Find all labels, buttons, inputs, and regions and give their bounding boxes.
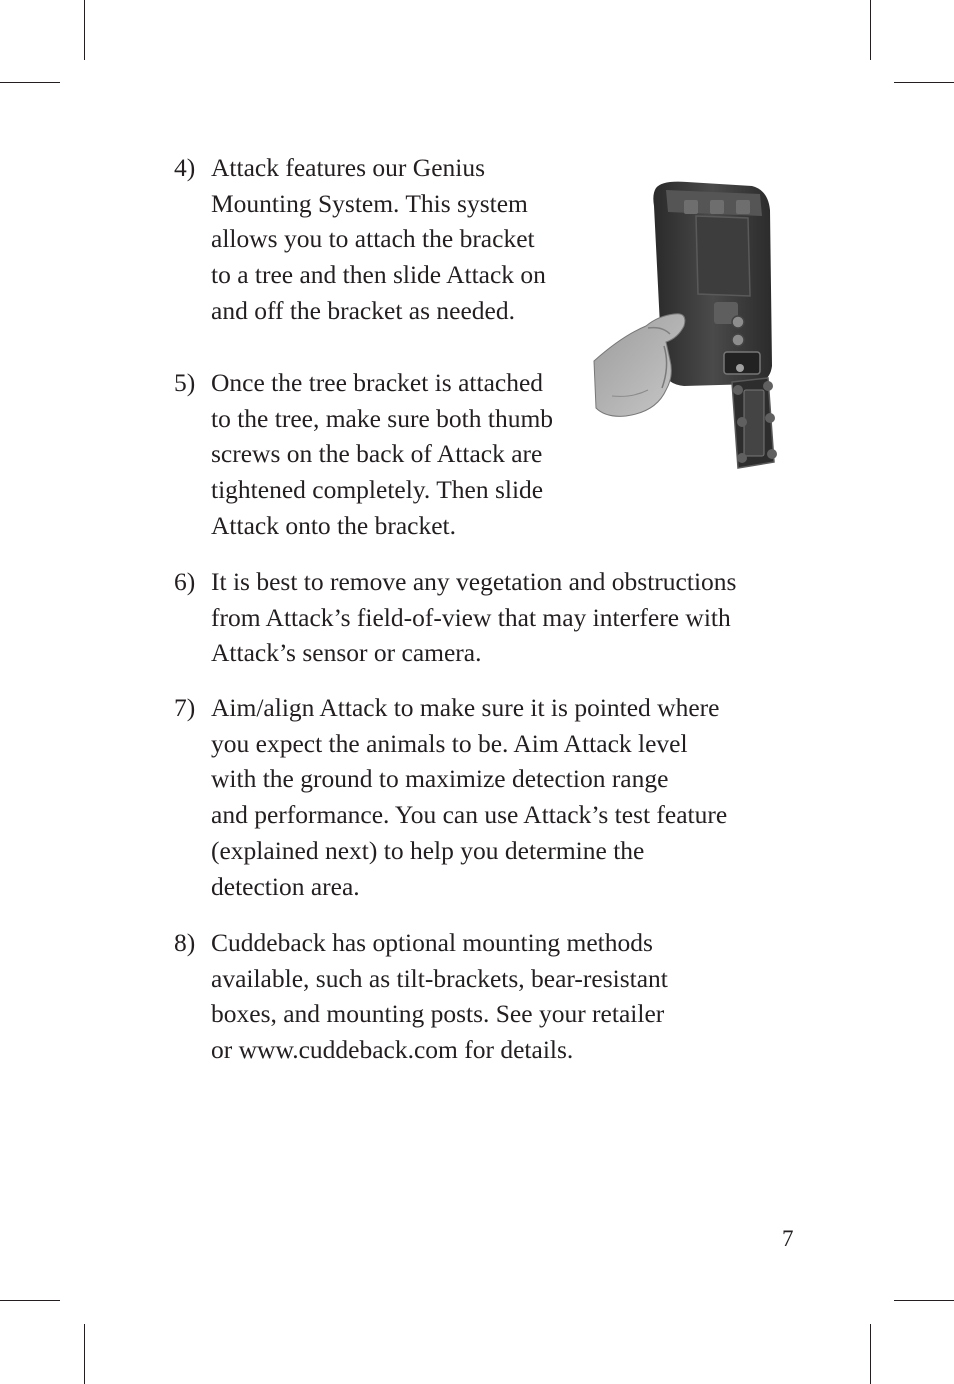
camera-body — [653, 182, 772, 386]
item-line: and performance. You can use Attack’s test feature — [211, 800, 728, 830]
crop-mark — [84, 0, 85, 60]
list-item-7 — [174, 690, 727, 904]
item-line: boxes, and mounting posts. See your retailer — [211, 999, 665, 1029]
crop-mark — [894, 1300, 954, 1301]
item-line: or www.cuddeback.com for details. — [211, 1035, 574, 1065]
item-number: 5) — [174, 368, 196, 397]
item-line: from Attack’s field-of-view that may interfere with — [211, 602, 731, 632]
crop-mark — [0, 82, 60, 83]
item-line: Attack onto the bracket. — [211, 510, 456, 540]
crop-mark — [894, 82, 954, 83]
item-number: 7) — [174, 693, 196, 722]
camera-mounting-illustration — [592, 176, 792, 476]
list-item-6 — [174, 564, 736, 671]
item-line: (explained next) to help you determine the — [211, 835, 645, 865]
crop-mark — [0, 1300, 60, 1301]
crop-mark — [84, 1324, 85, 1384]
item-line: Cuddeback has optional mounting methods — [211, 928, 653, 957]
list-item-4 — [174, 150, 546, 329]
item-line: to a tree and then slide Attack on — [211, 260, 546, 290]
item-line: with the ground to maximize detection range — [211, 764, 669, 794]
item-line: detection area. — [211, 871, 360, 901]
item-line: Attack features our Genius — [211, 153, 486, 182]
item-line: tightened completely. Then slide — [211, 475, 544, 505]
item-line: and off the bracket as needed. — [211, 295, 515, 325]
item-number: 6) — [174, 567, 196, 596]
item-line: Attack’s sensor or camera. — [211, 638, 482, 668]
item-line: available, such as tilt-brackets, bear-resistant — [211, 963, 668, 993]
item-line: screws on the back of Attack are — [211, 439, 543, 469]
item-line: Aim/align Attack to make sure it is pointed where — [211, 693, 720, 722]
item-line: allows you to attach the bracket — [211, 224, 535, 254]
item-line: you expect the animals to be. Aim Attack level — [211, 728, 688, 758]
page-number: 7 — [782, 1226, 794, 1251]
mounting-bracket — [732, 378, 777, 468]
crop-mark — [870, 1324, 871, 1384]
item-number: 4) — [174, 153, 196, 182]
crop-mark — [870, 0, 871, 60]
list-item-5 — [174, 365, 553, 544]
item-number: 8) — [174, 928, 196, 957]
item-line: Mounting System. This system — [211, 188, 528, 218]
list-item-8 — [174, 925, 668, 1068]
item-line: to the tree, make sure both thumb — [211, 403, 554, 433]
hand — [594, 314, 685, 417]
item-line: It is best to remove any vegetation and obstructions — [211, 567, 737, 596]
item-line: Once the tree bracket is attached — [211, 368, 544, 397]
